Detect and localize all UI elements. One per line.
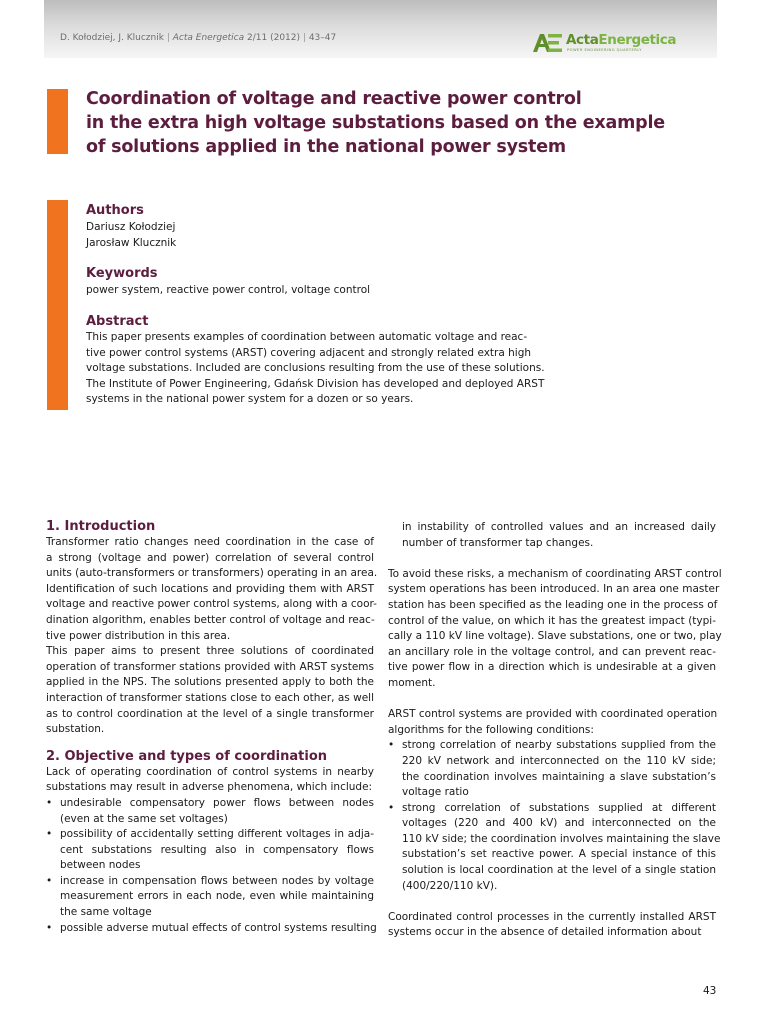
adverse-phenomena-list [46,796,377,936]
text-line: a strong (voltage and power) correlation of several control [46,551,374,564]
logo-tagline: POWER ENGINEERING QUARTERLY [567,48,642,52]
text-line: Transformer ratio changes need coordination in the case of [46,536,374,548]
text-line: applied in the NPS. The solutions presented apply to both the [46,676,374,689]
intro-paragraph-1 [46,535,378,644]
right-paragraph-1 [388,567,722,692]
citation-issue: 2/11 (2012) [247,33,301,43]
body-column-left [46,518,378,936]
abstract-block [86,313,545,408]
list-item: • possibility of accidentally setting different voltages in adja- cent substations resulting also in compensatory flows between nodes [46,827,374,874]
text-line: interaction of transformer stations close to each other, as well [46,691,374,704]
text-line: This paper aims to present three solutions of coordinated [46,645,374,658]
list-item: • possible adverse mutual effects of control systems resulting [46,921,374,937]
abstract-line: voltage substations. Included are conclusions resulting from the use of these solutions. [86,362,545,375]
citation-pages: 43–47 [308,33,337,43]
text-line: ARST control systems are provided with coordinated operation [388,708,718,721]
objective-intro [46,765,374,796]
logo-word-acta: Acta [566,32,599,48]
text-line: systems occur in the absence of detailed information about [388,926,702,939]
title-accent-bar [47,89,68,154]
abstract-line: systems in the national power system for a dozen or so years. [86,393,414,406]
right-paragraph-3 [388,910,716,941]
text-line: tive power distribution in this area. [46,629,231,642]
text-line: dination algorithm, enables better control of voltage and reac- [46,613,375,626]
text-line: units (auto-transformers or transformers) operating in an area. [46,567,378,580]
text-line: To avoid these risks, a mechanism of coordinating ARST control [388,567,722,580]
text-line: substations may result in adverse phenomena, which include: [46,781,373,794]
author-name: Jarosław Klucznik [86,237,177,249]
abstract-line: This paper presents examples of coordination between automatic voltage and reac- [86,331,528,343]
intro-paragraph-2 [46,644,374,738]
keywords-text: power system, reactive power control, voltage control [86,284,371,296]
keywords-heading: Keywords [86,266,158,281]
text-line: in instability of controlled values and an increased daily [402,521,716,533]
text-line: station has been specified as the leading one in the process of [388,598,718,611]
text-line: system operations has been introduced. In an area one master [388,583,720,596]
list-item: • strong correlation of substations supplied at different voltages (220 and 400 kV) and interconnected on the 110 kV side; the coordination involves maintaining the slave substation’s set reactive power. A special instance of this solution is local coordination at the level of a single station (400/220/110 kV). [388,801,716,895]
abstract-accent-bar [47,200,68,410]
text-line: moment. [388,676,436,689]
paper-title [86,87,706,159]
text-line: as to control coordination at the level of a single transformer [46,707,374,720]
text-line: operation of transformer stations provided with ARST systems [46,660,374,673]
text-line: voltage and reactive power control systems, along with a coor- [46,598,377,611]
title-line: of solutions applied in the national power system [86,137,566,157]
abstract-text [86,330,545,408]
list-item: • increase in compensation flows between nodes by voltage measurement errors in each node, even while maintaining the same voltage [46,874,374,921]
page-number: 43 [703,985,717,997]
text-line: tive power flow in a direction which is undesirable at a given [388,661,716,674]
logo-wordmark [566,32,676,48]
logo-word-energetica: Energetica [598,32,677,48]
text-line: control of the value, on which it has the greatest impact (typi- [388,614,716,627]
body-column-right [388,520,722,941]
abstract-line: tive power control systems (ARST) covering adjacent and strongly related extra high [86,346,532,359]
abstract-line: The Institute of Power Engineering, Gdańsk Division has developed and deployed ARST [86,377,545,390]
running-citation [60,33,336,43]
right-paragraph-2 [388,707,716,738]
text-line: an ancillary role in the voltage control, and can prevent reac- [388,645,716,658]
list-item: • undesirable compensatory power flows between nodes (even at the same set voltages) [46,796,374,827]
bullet-continuation [388,520,716,551]
citation-authors: D. Kołodziej, J. Klucznik [60,33,164,43]
author-name: Dariusz Kołodziej [86,221,176,233]
text-line: cally a 110 kV line voltage). Slave substations, one or two, play [388,630,722,643]
citation-separator: | [302,33,306,43]
text-line: substation. [46,723,105,736]
text-line: Coordinated control processes in the currently installed ARST [388,910,716,923]
authors-block [86,202,536,251]
section-heading-introduction: 1. Introduction [46,519,156,534]
title-line: in the extra high voltage substations based on the example [86,113,665,133]
keywords-block [86,265,536,298]
title-line: Coordination of voltage and reactive power control [86,89,582,109]
abstract-heading: Abstract [86,314,149,329]
section-heading-objective: 2. Objective and types of coordination [46,748,328,764]
text-line: Lack of operating coordination of control systems in nearby [46,765,374,778]
text-line: Identification of such locations and providing them with ARST [46,582,374,595]
acta-energetica-logo [532,31,692,55]
acta-energetica-logo-icon [532,31,564,53]
authors-heading: Authors [86,203,144,218]
citation-separator: | [166,33,170,43]
text-line: algorithms for the following conditions: [388,723,594,736]
text-line: number of transformer tap changes. [402,536,594,549]
coordination-conditions-list [388,738,721,894]
list-item: • strong correlation of nearby substations supplied from the 220 kV network and interconnected on the 110 kV side; the coordination involves maintaining a slave substation’s voltage ratio [388,738,716,800]
citation-journal: Acta Energetica [172,33,245,43]
